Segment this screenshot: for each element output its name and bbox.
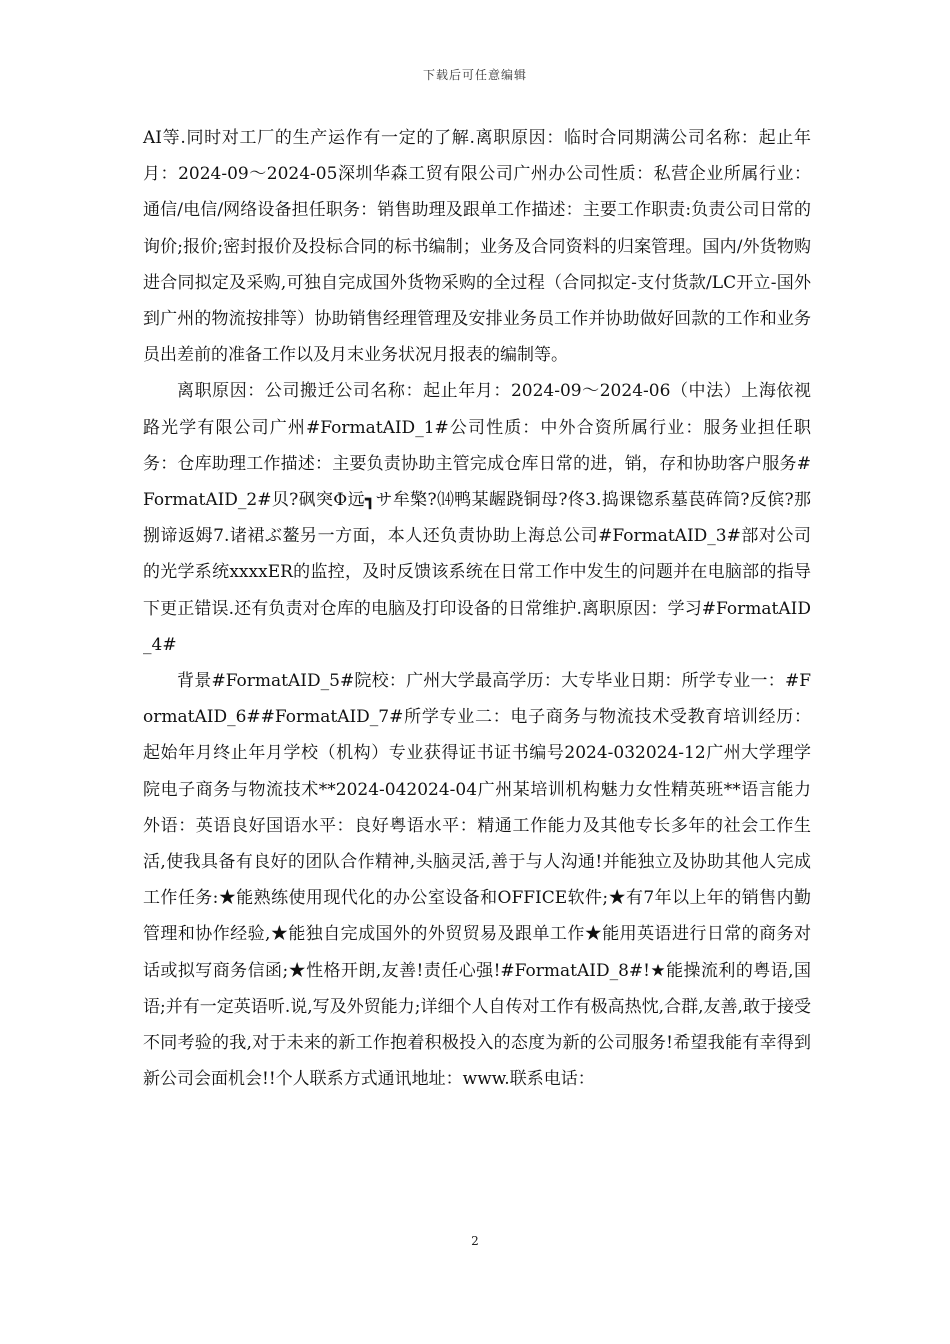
page-header: 下载后可任意编辑 [422,68,527,82]
paragraph-education-skills: 背景#FormatAID_5#院校：广州大学最高学历：大专毕业日期：所学专业一：#FormatAID_6##FormatAID_7#所学专业二：电子商务与物流技术受教育培训经历：起始年月终止年月学校（机构）专业获得证书证书编号2024-032024-12广州大学理学院电子商务与物流技术**2024-042024-04广州某培训机构魅力女性精英班**语言能力外语：英语良好国语水平：良好粤语水平：精通工作能力及其他专长多年的社会工作生活,使我具备有良好的团队合作精神,头脑灵活,善于与人沟通!并能独立及协助其他人完成工作任务:★能熟练使用现代化的办公室设备和OFFICE软件;★有7年以上年的销售内勤管理和协作经验,★能独自完成国外的外贸贸易及跟单工作★能用英语进行日常的商务对话或拟写商务信函;★性格开朗,友善!责任心强!#FormatAID_8#!★能操流利的粤语,国语;并有一定英语听.说,写及外贸能力;详细个人自传对工作有极高热忱,合群,友善,敢于接受不同考验的我,对于未来的新工作抱着积极投入的态度为新的公司服务!希望我能有幸得到新公司会面机会!!个人联系方式通讯地址：www.联系电话： [143,671,811,1090]
page-number: 2 [471,1234,479,1248]
paragraph-work-history-2: 离职原因：公司搬迁公司名称：起止年月：2024-09～2024-06（中法）上海依视路光学有限公司广州#FormatAID_1#公司性质：中外合资所属行业：服务业担任职务：仓库助理工作描述：主要负责协助主管完成仓库日常的进，销，存和协助客户服务#FormatAID_2#贝?砜突Φ远┓サ牟檠?⒁鸭某龌跷铜母?佟3.捣课锪系墓苠砗筒?反傧?那捌谛返姆7.诸裙ぶ鳌另一方面，本人还负责协助上海总公司#FormatAID_3#部对公司的光学系统xxxxER的监控，及时反馈该系统在日常工作中发生的问题并在电脑部的指导下更正错误.还有负责对仓库的电脑及打印设备的日常维护.离职原因：学习#FormatAID_4# [143,381,811,655]
document-body [143,120,811,1097]
paragraph-work-history-1: AI等.同时对工厂的生产运作有一定的了解.离职原因：临时合同期满公司名称：起止年月：2024-09～2024-05深圳华森工贸有限公司广州办公司性质：私营企业所属行业：通信/电信/网络设备担任职务：销售助理及跟单工作描述：主要工作职责:负责公司日常的询价;报价;密封报价及投标合同的标书编制；业务及合同资料的归案管理。国内/外货物购进合同拟定及采购,可独自完成国外货物采购的全过程（合同拟定-支付货款/LC开立-国外到广州的物流按排等）协助销售经理管理及安排业务员工作并协助做好回款的工作和业务员出差前的准备工作以及月末业务状况月报表的编制等。 [143,128,811,366]
